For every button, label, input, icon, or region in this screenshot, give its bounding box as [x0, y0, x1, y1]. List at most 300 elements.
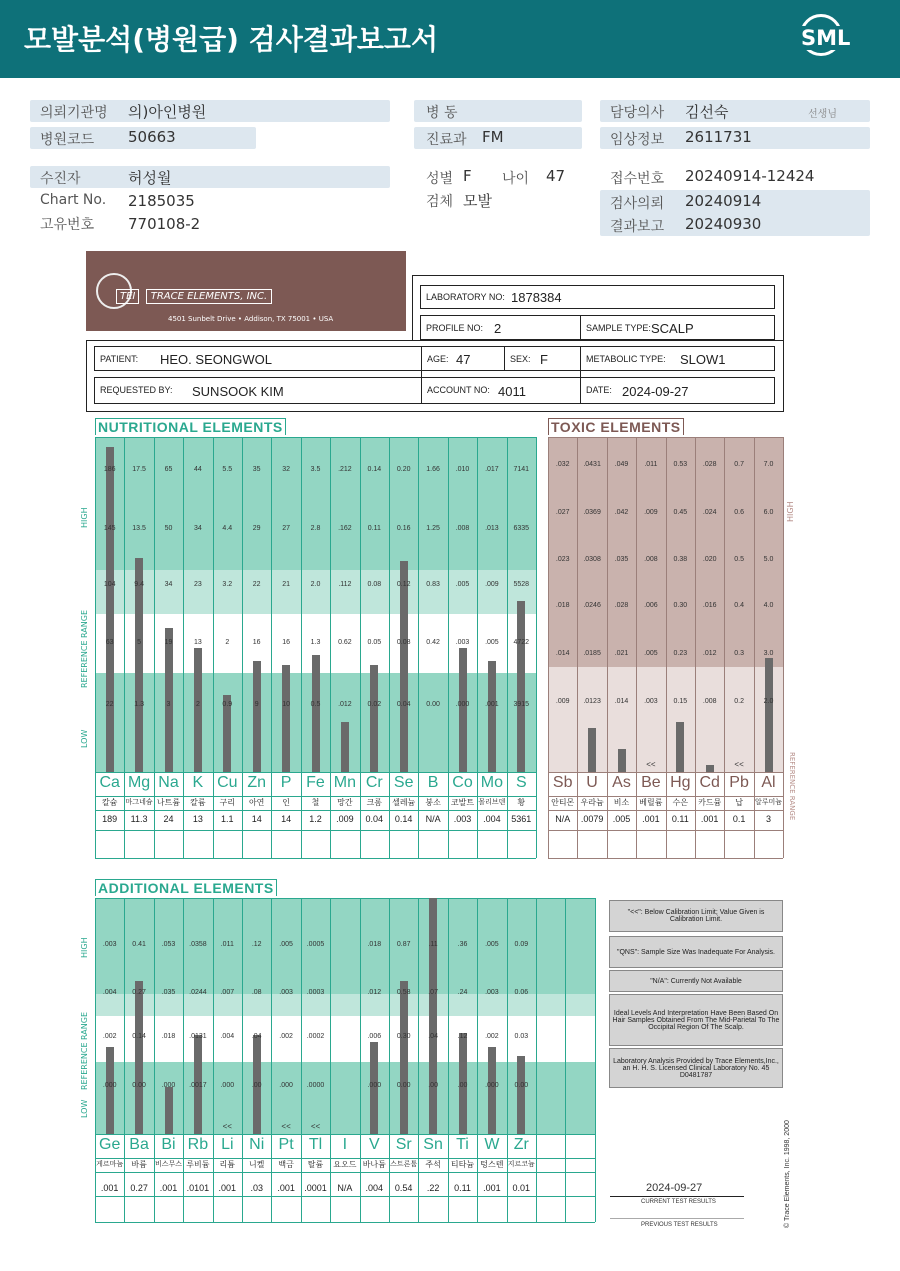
tick-label: 0.00	[132, 1082, 146, 1089]
code-value: 50663	[128, 128, 176, 146]
element-result: .001	[159, 1183, 178, 1193]
tick-label: 145	[103, 525, 116, 532]
element-result: 24	[163, 814, 174, 824]
tei-brand: TEI TRACE ELEMENTS, INC.	[116, 291, 272, 302]
tick-label: 186	[103, 466, 116, 473]
element-symbol-ca: Ca	[99, 774, 120, 791]
tick-label: 0.06	[514, 989, 529, 996]
tick-label: .0246	[583, 602, 601, 609]
tick-label: .0244	[189, 989, 207, 996]
element-name: 납	[735, 798, 743, 807]
tick-label: 1.25	[426, 525, 440, 532]
tick-label: .08	[251, 989, 262, 996]
element-result: .001	[100, 1183, 119, 1193]
table-rule	[95, 1222, 595, 1223]
tick-label: 27	[282, 525, 290, 532]
tick-label: 0.03	[514, 1033, 529, 1040]
grid-line	[301, 437, 302, 858]
element-result: .001	[218, 1183, 237, 1193]
chart-title: NUTRITIONAL ELEMENTS	[95, 418, 286, 435]
bar-w	[488, 1047, 496, 1134]
element-symbol-hg: Hg	[670, 774, 691, 791]
tick-label: .018	[367, 941, 382, 948]
tick-label: .003	[279, 989, 293, 996]
tick-label: .003	[455, 639, 470, 646]
bar-mo	[488, 661, 496, 772]
tick-label: 0.27	[132, 989, 146, 996]
element-result: .005	[612, 814, 631, 824]
element-result: 13	[192, 814, 203, 824]
tick-label: 0.9	[222, 701, 233, 708]
bar-ba	[135, 981, 143, 1134]
tick-label: .0005	[306, 941, 325, 948]
tick-label: 32	[282, 466, 290, 473]
element-symbol-k: K	[192, 774, 204, 791]
element-result: 3	[765, 814, 771, 824]
tick-label: .014	[614, 698, 629, 705]
element-symbol-mo: Mo	[480, 774, 503, 791]
tick-label: 7.0	[763, 461, 774, 468]
tick-label: 0.62	[338, 639, 352, 646]
report-value: 20240930	[685, 215, 762, 233]
tick-label: .07	[428, 989, 438, 996]
legend-na: "N/A": Currently Not Available	[609, 970, 783, 992]
below-limit-mark: <<	[310, 1122, 321, 1131]
bar-as	[618, 749, 626, 772]
element-symbol-b: B	[427, 774, 439, 791]
tick-label: .003	[644, 698, 658, 705]
dept-value: FM	[482, 128, 504, 146]
tick-label: 2.8	[310, 525, 321, 532]
side-label: HIGH	[80, 937, 89, 958]
element-name: 바나듐	[362, 1160, 386, 1169]
grid-line	[301, 898, 302, 1222]
bar-s	[517, 601, 525, 772]
tick-label: 0.45	[673, 509, 688, 516]
element-name: 몰리브덴	[478, 798, 506, 806]
tick-label: .011	[644, 461, 658, 468]
tick-label: .0123	[583, 698, 601, 705]
element-name: 니켈	[248, 1160, 265, 1169]
tick-label: 0.05	[367, 639, 382, 646]
grid-line	[183, 437, 184, 858]
table-rule	[95, 1172, 595, 1173]
tick-label: 0.4	[734, 602, 744, 609]
tick-label: 0.04	[396, 701, 411, 708]
grid-line	[95, 437, 96, 858]
element-name: 칼륨	[190, 798, 206, 807]
element-result: 0.11	[671, 814, 689, 824]
element-symbol-li: Li	[221, 1136, 234, 1153]
tick-label: 0.30	[673, 602, 688, 609]
tick-label: .006	[644, 602, 658, 609]
tick-label: 5	[137, 639, 142, 646]
element-symbol-v: V	[368, 1136, 380, 1153]
element-result: N/A	[425, 814, 441, 824]
tick-label: .010	[455, 466, 470, 473]
bar-zr	[517, 1056, 525, 1134]
tick-label: .003	[102, 941, 117, 948]
bar-co	[459, 648, 467, 772]
inst-label: 의뢰기관명	[40, 105, 108, 121]
age-label: 나이	[502, 171, 530, 187]
lab-patient-value: HEO. SEONGWOL	[160, 352, 272, 367]
bar-sr	[400, 981, 408, 1134]
date-label: DATE:	[586, 385, 612, 395]
side-label: LOW	[80, 1099, 89, 1118]
element-name: 수은	[672, 798, 689, 807]
receipt-label: 접수번호	[610, 171, 665, 187]
element-symbol-ni: Ni	[249, 1136, 265, 1153]
tick-label: 1.66	[426, 466, 440, 473]
tick-label: 0.15	[673, 698, 688, 705]
tick-label: 65	[164, 466, 173, 473]
tick-label: .0358	[189, 941, 207, 948]
table-rule	[95, 810, 536, 811]
grid-line	[565, 898, 566, 1222]
element-result: 14	[281, 814, 292, 824]
grid-line	[213, 437, 214, 858]
grid-line	[124, 898, 125, 1222]
element-name: 비소	[613, 798, 630, 807]
tick-label: 0.23	[673, 650, 688, 657]
grid-line	[548, 437, 549, 858]
tick-label: 3915	[513, 701, 530, 708]
bar-se	[400, 561, 408, 772]
tick-label: 2.0	[310, 581, 321, 588]
grid-line	[360, 898, 361, 1222]
element-name: 구리	[219, 798, 236, 807]
tick-label: 0.5	[734, 556, 744, 563]
patient-value: 허성월	[128, 169, 172, 187]
tick-label: 0.08	[396, 639, 411, 646]
tick-label: .002	[102, 1033, 117, 1040]
grid-line	[448, 898, 449, 1222]
element-symbol-i: I	[342, 1136, 348, 1153]
element-symbol-be: Be	[641, 774, 661, 791]
tick-label: .162	[338, 525, 352, 532]
dept-label: 진료과	[426, 132, 467, 148]
tick-label: 0.11	[367, 525, 381, 532]
element-result: N/A	[555, 814, 571, 824]
element-result: 11.3	[130, 814, 148, 824]
element-result: .001	[483, 1183, 501, 1193]
element-symbol-ti: Ti	[456, 1136, 469, 1153]
element-result: .009	[336, 814, 354, 824]
element-result: .004	[365, 1183, 384, 1193]
element-name: 황	[517, 798, 526, 807]
grid-line	[330, 898, 331, 1222]
element-name: 인	[282, 798, 290, 807]
element-result: 5361	[511, 814, 532, 824]
bar-mg	[135, 558, 143, 772]
tick-label: .027	[555, 509, 570, 516]
element-result: 0.14	[394, 814, 413, 824]
tick-label: .018	[161, 1033, 176, 1040]
tick-label: 6335	[513, 525, 530, 532]
bar-p	[282, 665, 290, 772]
element-result: 0.1	[732, 814, 746, 824]
element-result: .003	[453, 814, 472, 824]
element-result: 0.01	[512, 1183, 531, 1193]
element-result: .0101	[186, 1183, 210, 1193]
element-name: 아연	[248, 798, 265, 807]
tick-label: 0.12	[396, 581, 411, 588]
element-name: 셀레늄	[392, 798, 416, 807]
below-limit-mark: <<	[222, 1122, 232, 1131]
tick-label: .028	[614, 602, 629, 609]
element-name: 베릴륨	[639, 798, 663, 807]
bar-u	[588, 728, 596, 772]
element-name: 텅스텐	[480, 1160, 504, 1169]
tick-label: .008	[644, 556, 658, 563]
grid-line	[577, 437, 578, 858]
tick-label: .017	[485, 466, 499, 473]
element-name: 카드뮴	[698, 798, 722, 807]
bar-al	[765, 658, 773, 772]
tick-label: 0.09	[514, 941, 529, 948]
tick-label: .00	[457, 1082, 468, 1089]
element-name: 바륨	[131, 1160, 147, 1169]
tick-label: .000	[220, 1082, 235, 1089]
tick-label: 1.3	[134, 701, 144, 708]
tick-label: 34	[193, 525, 202, 532]
element-result: 0.11	[454, 1183, 471, 1193]
tick-label: 22	[105, 701, 114, 708]
element-symbol-fe: Fe	[306, 774, 325, 791]
tick-label: 0.3	[734, 650, 744, 657]
element-result: 1.1	[221, 814, 234, 824]
element-name: 안티몬	[551, 798, 575, 807]
side-label: HIGH	[786, 501, 795, 522]
element-name: 게르마늄	[96, 1160, 124, 1168]
tick-label: .009	[555, 698, 570, 705]
element-name: 탈륨	[307, 1160, 324, 1169]
tei-logo-block	[86, 251, 406, 331]
grid-line	[724, 437, 725, 858]
tick-label: .021	[614, 650, 629, 657]
tick-label: .000	[102, 1082, 117, 1089]
chart-value: 2185035	[128, 192, 195, 210]
grid-line	[183, 898, 184, 1222]
meta-label: METABOLIC TYPE:	[586, 354, 666, 364]
table-rule	[95, 858, 536, 859]
tick-label: .00	[251, 1082, 262, 1089]
current-results-label: CURRENT TEST RESULTS	[641, 1199, 716, 1205]
tick-label: 4.4	[222, 525, 233, 532]
tick-label: 0.16	[396, 525, 411, 532]
acct-label: ACCOUNT NO:	[427, 385, 490, 395]
tick-label: 3.2	[222, 581, 233, 588]
element-name: 우라늄	[580, 798, 604, 807]
chart-title: ADDITIONAL ELEMENTS	[95, 879, 277, 896]
tick-label: .36	[457, 941, 468, 948]
table-rule	[95, 898, 595, 899]
tick-label: 0.41	[132, 941, 146, 948]
tick-label: .009	[485, 581, 499, 588]
legend-lab: Laboratory Analysis Provided by Trace Elements,Inc., an H. H. S. Licensed Clinical Laboratory No. 45 D0481787	[609, 1048, 783, 1088]
tick-label: .000	[161, 1082, 176, 1089]
tick-label: .000	[485, 1082, 499, 1089]
tick-label: .001	[485, 701, 499, 708]
grid-line	[507, 898, 508, 1222]
grid-line	[418, 437, 419, 858]
bar-k	[194, 648, 202, 772]
tick-label: .007	[220, 989, 235, 996]
table-rule	[95, 772, 536, 773]
patient-label: 수진자	[40, 171, 81, 187]
element-result: .03	[250, 1183, 263, 1193]
tick-label: .04	[251, 1033, 262, 1040]
chart-band	[95, 437, 536, 570]
tick-label: 3.0	[763, 650, 774, 657]
tick-label: 2	[195, 701, 200, 708]
tick-label: 5.0	[763, 556, 774, 563]
tick-label: 0.00	[514, 1082, 529, 1089]
table-rule	[548, 830, 783, 831]
sample-label: SAMPLE TYPE:	[586, 323, 651, 333]
element-symbol-bi: Bi	[161, 1136, 176, 1153]
sex-label: 성별	[426, 171, 454, 187]
tick-label: 0.53	[673, 461, 688, 468]
chart-band	[95, 994, 595, 1016]
tick-label: 0.08	[367, 581, 382, 588]
element-result: .001	[642, 814, 660, 824]
bar-zn	[253, 661, 261, 772]
grid-line	[95, 898, 96, 1222]
tick-label: 9.4	[134, 581, 144, 588]
tick-label: .112	[338, 581, 352, 588]
profile-value: 2	[494, 321, 502, 336]
sex-value: F	[463, 167, 472, 185]
element-result: 0.04	[365, 814, 384, 824]
tick-label: .053	[161, 941, 176, 948]
element-symbol-co: Co	[452, 774, 473, 791]
tick-label: 0.58	[396, 989, 411, 996]
tick-label: .035	[614, 556, 629, 563]
grid-line	[213, 898, 214, 1222]
element-symbol-cr: Cr	[365, 774, 383, 791]
table-rule	[95, 1134, 595, 1135]
tick-label: .005	[455, 581, 470, 588]
inst-value: 의)아인병원	[128, 103, 207, 121]
ward-label: 병 동	[426, 105, 458, 121]
grid-line	[330, 437, 331, 858]
table-rule	[95, 830, 536, 831]
tick-label: 0.2	[734, 698, 744, 705]
tick-label: 3.5	[310, 466, 321, 473]
tick-label: 0.14	[367, 466, 382, 473]
table-rule	[548, 858, 783, 859]
tick-label: .11	[428, 941, 438, 948]
table-rule	[95, 1196, 595, 1197]
report-label: 결과보고	[610, 219, 665, 235]
lab-age-value: 47	[456, 352, 471, 367]
side-label-right: REFERENCE RANGE	[788, 752, 796, 821]
tick-label: 0.14	[132, 1033, 146, 1040]
grid-line	[477, 437, 478, 858]
element-result: .22	[426, 1183, 440, 1193]
tick-label: .12	[251, 941, 262, 948]
tick-label: 63	[105, 639, 114, 646]
tick-label: 4722	[513, 639, 530, 646]
grid-line	[477, 898, 478, 1222]
tick-label: 3	[166, 701, 171, 708]
grid-line	[507, 437, 508, 858]
acct-value: 4011	[498, 384, 526, 399]
specimen-label: 검체	[426, 194, 454, 210]
tick-label: 16	[282, 639, 290, 646]
tick-label: .049	[614, 461, 629, 468]
tick-label: .012	[338, 701, 352, 708]
grid-line	[389, 437, 390, 858]
tick-label: .00	[428, 1082, 438, 1089]
tick-label: 4.0	[763, 602, 774, 609]
element-name: 나트륨	[156, 798, 181, 807]
chart-title: TOXIC ELEMENTS	[548, 418, 684, 435]
below-limit-mark: <<	[646, 760, 656, 769]
grid-line	[695, 437, 696, 858]
tick-label: 0.02	[367, 701, 382, 708]
element-name: 티타늄	[450, 1160, 475, 1169]
tick-label: .005	[279, 941, 293, 948]
element-result: .004	[483, 814, 501, 824]
grid-line	[783, 437, 784, 858]
tick-label: 7141	[513, 466, 530, 473]
tick-label: 22	[252, 581, 261, 588]
tick-label: 13	[193, 639, 202, 646]
req-by-label: REQUESTED BY:	[100, 385, 173, 395]
tick-label: .008	[455, 525, 470, 532]
sml-logo: SML	[796, 14, 850, 68]
grid-line	[242, 898, 243, 1222]
element-name: 망간	[337, 798, 353, 807]
tei-address: 4501 Sunbelt Drive • Addison, TX 75001 • USA	[168, 315, 334, 323]
tick-label: .005	[485, 941, 499, 948]
tick-label: .003	[485, 989, 499, 996]
grid-line	[271, 437, 272, 858]
element-result: 0.27	[130, 1183, 148, 1193]
tick-label: .011	[220, 941, 234, 948]
tick-label: .020	[702, 556, 717, 563]
id-value: 770108-2	[128, 215, 201, 233]
below-limit-mark: <<	[734, 760, 744, 769]
tick-label: .035	[161, 989, 176, 996]
tick-label: .024	[702, 509, 717, 516]
element-result: .001	[700, 814, 719, 824]
lab-age-label: AGE:	[427, 354, 449, 364]
table-rule	[548, 810, 783, 811]
clinical-value: 2611731	[685, 128, 752, 146]
side-label: REFERENCE RANGE	[80, 1012, 89, 1090]
tick-label: .014	[555, 650, 570, 657]
tick-label: 19	[164, 639, 173, 646]
element-result: .0001	[304, 1183, 327, 1193]
tick-label: 50	[164, 525, 173, 532]
lab-no-label: LABORATORY NO:	[426, 292, 505, 302]
legend-qns: "QNS": Sample Size Was Inadequate For Analysis.	[609, 936, 783, 968]
element-result: .0079	[580, 814, 604, 824]
element-symbol-w: W	[484, 1136, 500, 1153]
tick-label: .008	[702, 698, 717, 705]
req-by-value: SUNSOOK KIM	[192, 384, 284, 399]
lab-patient-label: PATIENT:	[100, 354, 139, 364]
bar-sn	[429, 898, 437, 1134]
tick-label: 35	[252, 466, 261, 473]
sample-value: SCALP	[651, 321, 694, 336]
element-symbol-mn: Mn	[333, 774, 356, 791]
element-symbol-pt: Pt	[278, 1136, 294, 1153]
